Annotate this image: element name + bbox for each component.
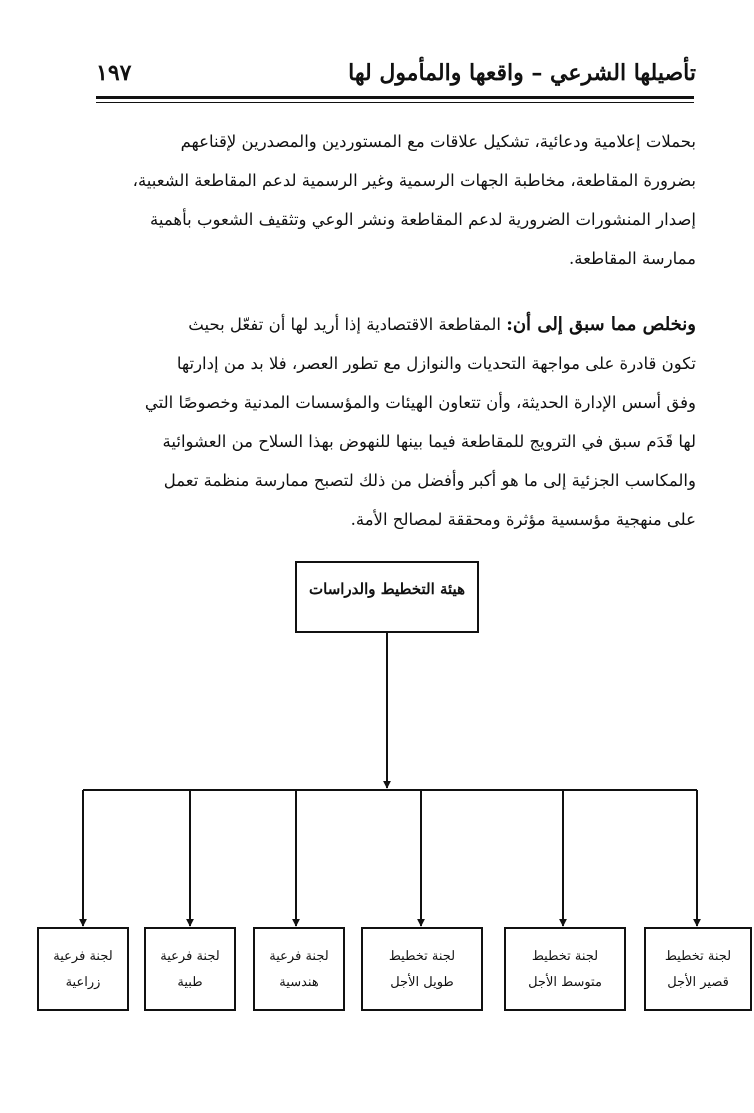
child-label-line2: متوسط الأجل	[528, 975, 602, 990]
child-label-line2: طويل الأجل	[390, 975, 454, 990]
child-label-line1: لجنة تخطيط	[664, 949, 732, 964]
child-label-line1: لجنة فرعية	[160, 949, 220, 964]
running-header-title: تأصيلها الشرعي – واقعها والمأمول لها	[348, 60, 696, 86]
child-label-line2: زراعية	[65, 975, 101, 990]
child-label-line1: لجنة تخطيط	[388, 949, 456, 964]
child-box-label	[363, 944, 481, 996]
top-box-label: هيئة التخطيط والدراسات	[309, 580, 465, 598]
paragraph-1-line: بضرورة المقاطعة، مخاطبة الجهات الرسمية وغير الرسمية لدعم المقاطعة الشعبية،	[132, 171, 696, 190]
paragraph-1-line: إصدار المنشورات الضرورية لدعم المقاطعة ونشر الوعي وتثقيف الشعوب بأهمية	[150, 210, 696, 229]
paragraph-1-line: بحملات إعلامية ودعائية، تشكيل علاقات مع المستوردين والمصدرين لإقناعهم	[180, 132, 696, 151]
paragraph-2-line: على منهجية مؤسسية مؤثرة ومحققة لمصالح الأمة.	[350, 510, 696, 529]
child-label-line2: قصير الأجل	[667, 975, 729, 990]
paragraph-1-line: ممارسة المقاطعة.	[569, 249, 696, 268]
paragraph-2-first-line-rest: المقاطعة الاقتصادية إذا أريد لها أن تفعّل بحيث	[188, 315, 507, 334]
child-label-line2: طبية	[177, 975, 203, 990]
child-box-label	[646, 944, 750, 996]
paragraph-2-line: تكون قادرة على مواجهة التحديات والنوازل مع تطور العصر، فلا بد من إدارتها	[176, 354, 696, 373]
paragraph-2-lead: ونخلص مما سبق إلى أن:	[506, 314, 696, 335]
child-box-label	[506, 944, 624, 996]
child-label-line2: هندسية	[279, 975, 319, 990]
child-box-label	[39, 944, 127, 996]
paragraph-2-line: لها قَدَم سبق في الترويج للمقاطعة فيما بينها للنهوض بهذا السلاح من العشوائية	[162, 432, 696, 451]
child-label-line1: لجنة فرعية	[53, 949, 113, 964]
page-number: ١٩٧	[96, 60, 132, 86]
paragraph-2-line: والمكاسب الجزئية إلى ما هو أكبر وأفضل من ذلك لتصبح ممارسة منظمة تعمل	[163, 471, 696, 490]
child-box-label	[255, 944, 343, 996]
child-box-label	[146, 944, 234, 996]
paragraph-2-line: وفق أسس الإدارة الحديثة، وأن تتعاون الهيئات والمؤسسات المدنية وخصوصًا التي	[144, 393, 696, 412]
child-label-line1: لجنة تخطيط	[531, 949, 599, 964]
child-label-line1: لجنة فرعية	[269, 949, 329, 964]
